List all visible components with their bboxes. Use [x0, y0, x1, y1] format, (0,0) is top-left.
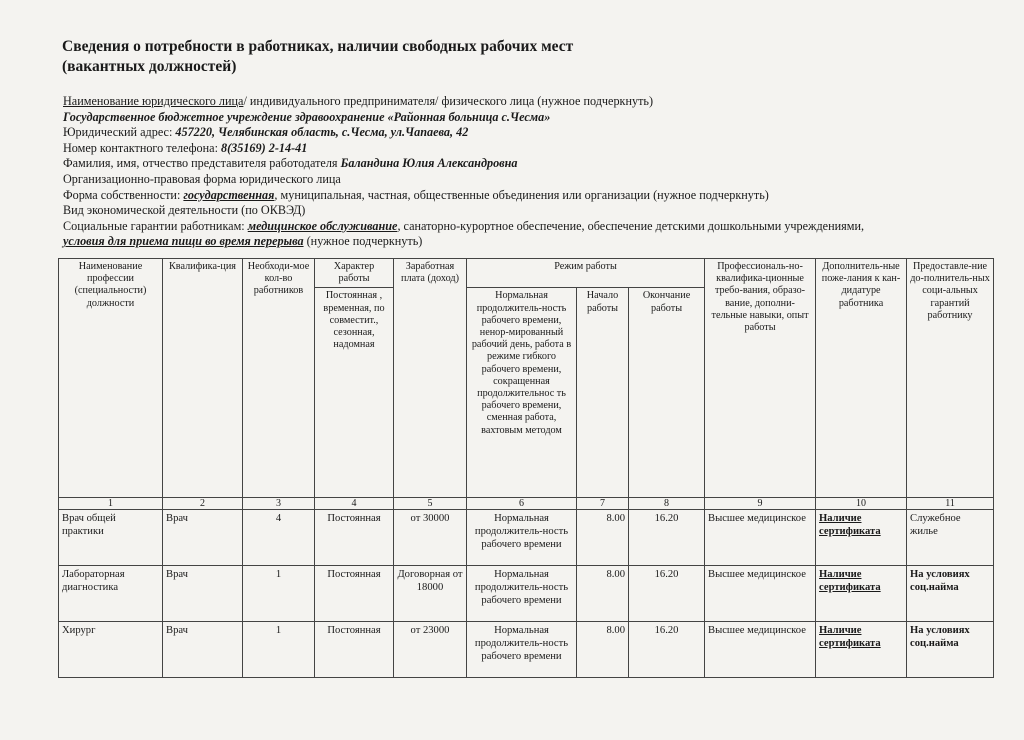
cell-requirements: Высшее медицинское: [705, 510, 816, 566]
cell-work-type: Постоянная: [315, 622, 394, 678]
header-guarantees: Предоставле-ние до-полнитель-ных соци-альных гарантий работнику: [907, 259, 994, 498]
cell-needed: 4: [243, 510, 315, 566]
phone-value: 8(35169) 2-14-41: [221, 140, 308, 155]
cell-guarantees: Служебное жилье: [907, 510, 994, 566]
ownership-line: [63, 188, 864, 204]
cell-salary: от 23000: [394, 622, 467, 678]
cell-profession: Хирург: [59, 622, 163, 678]
header-row: [59, 259, 994, 288]
column-numbers-row: [59, 498, 994, 510]
cell-guarantees: На условиях соц.найма: [907, 622, 994, 678]
header-wishes: Дополнитель-ные поже-лания к кан-дидатуре работника: [816, 259, 907, 498]
guarantees-line: [63, 219, 864, 235]
cell-regime: Нормальная продолжитель-ность рабочего времени: [467, 622, 577, 678]
cell-salary: от 30000: [394, 510, 467, 566]
ownership-rest: , муниципальная, частная, общественные объединения или организации (нужное подчеркнуть): [274, 187, 769, 202]
header-profession: Наименование профессии (специальности) должности: [59, 259, 163, 498]
header-requirements: Профессиональ-но-квалифика-ционные требо-вания, образо-вание, дополни-тельные навыки, опыт работы: [705, 259, 816, 498]
guarantees-line-2: [63, 234, 864, 250]
address-value: 457220, Челябинская область, с.Чесма, ул.Чапаева, 42: [175, 125, 469, 140]
col-number: 11: [907, 498, 994, 510]
cell-end: 16.20: [629, 566, 705, 622]
cell-start: 8.00: [577, 622, 629, 678]
cell-wishes: Наличие сертификата: [816, 566, 907, 622]
cell-guarantees: На условиях соц.найма: [907, 566, 994, 622]
col-number: 7: [577, 498, 629, 510]
cell-qualification: Врач: [163, 510, 243, 566]
col-number: 1: [59, 498, 163, 510]
address-line: [63, 125, 864, 141]
cell-wishes: Наличие сертификата: [816, 510, 907, 566]
guarantees-selected-2: условия для приема пищи во время перерыва: [63, 234, 304, 249]
cell-needed: 1: [243, 566, 315, 622]
cell-work-type: Постоянная: [315, 566, 394, 622]
col-number: 5: [394, 498, 467, 510]
header-needed: Необходи-мое кол-во работников: [243, 259, 315, 498]
title-line-2: (вакантных должностей): [62, 58, 237, 75]
header-end: Окончание работы: [629, 288, 705, 498]
guarantees-note: (нужное подчеркнуть): [306, 234, 423, 249]
cell-end: 16.20: [629, 510, 705, 566]
cell-regime: Нормальная продолжитель-ность рабочего времени: [467, 566, 577, 622]
entity-type-rest: / индивидуального предпринимателя/ физического лица (нужное подчеркнуть): [243, 94, 654, 108]
address-label: Юридический адрес:: [63, 125, 173, 140]
phone-line: [63, 141, 864, 157]
cell-start: 8.00: [577, 510, 629, 566]
col-number: 10: [816, 498, 907, 510]
col-number: 2: [163, 498, 243, 510]
entity-type-line: [63, 94, 864, 110]
cell-end: 16.20: [629, 622, 705, 678]
guarantees-label: Социальные гарантии работникам:: [63, 218, 245, 233]
header-start: Начало работы: [577, 288, 629, 498]
ownership-label: Форма собственности:: [63, 187, 181, 202]
cell-requirements: Высшее медицинское: [705, 622, 816, 678]
col-number: 3: [243, 498, 315, 510]
col-number: 6: [467, 498, 577, 510]
header-work-type: Характер работы: [315, 259, 394, 288]
header-work-type-options: Постоянная , временная, по совместит., сезонная, надомная: [315, 288, 394, 498]
cell-start: 8.00: [577, 566, 629, 622]
activity-line: Вид экономической деятельности (по ОКВЭД): [63, 203, 306, 218]
guarantees-rest: , санаторно-курортное обеспечение, обеспечение детскими дошкольными учреждениями,: [397, 218, 865, 233]
cell-qualification: Врач: [163, 622, 243, 678]
col-number: 4: [315, 498, 394, 510]
entity-type-selected: Наименование юридического лица: [63, 94, 244, 108]
guarantees-selected-1: медицинское обслуживание: [247, 218, 398, 233]
phone-label: Номер контактного телефона:: [63, 140, 218, 155]
table-row: [59, 566, 994, 622]
table-row: [59, 622, 994, 678]
ownership-selected: государственная: [183, 187, 275, 202]
vacancies-table: [58, 258, 994, 678]
rep-value: Баландина Юлия Александровна: [340, 156, 518, 171]
representative-line: [63, 156, 864, 172]
cell-profession: Врач общей практики: [59, 510, 163, 566]
col-number: 9: [705, 498, 816, 510]
legal-form: Организационно-правовая форма юридического лица: [63, 171, 341, 186]
employer-info: [63, 94, 864, 250]
cell-requirements: Высшее медицинское: [705, 566, 816, 622]
cell-salary: Договорная от 18000: [394, 566, 467, 622]
table-row: [59, 510, 994, 566]
cell-profession: Лабораторная диагностика: [59, 566, 163, 622]
cell-regime: Нормальная продолжитель-ность рабочего времени: [467, 510, 577, 566]
cell-qualification: Врач: [163, 566, 243, 622]
header-qualification: Квалифика-ция: [163, 259, 243, 498]
rep-label: Фамилия, имя, отчество представителя работодателя: [63, 156, 338, 171]
document-title: [62, 37, 573, 77]
col-number: 8: [629, 498, 705, 510]
header-regime: Режим работы: [467, 259, 705, 288]
header-regime-desc: Нормальная продолжитель-ность рабочего времени, ненор-мированный рабочий день, работа в режиме гибкого рабочего времени, сокращенная продолжительнос ть рабочего времени, сменная работа, вахтовым методом: [467, 288, 577, 498]
cell-work-type: Постоянная: [315, 510, 394, 566]
cell-wishes: Наличие сертификата: [816, 622, 907, 678]
cell-needed: 1: [243, 622, 315, 678]
org-name: Государственное бюджетное учреждение здравоохранение «Районная больница с.Чесма»: [63, 109, 551, 124]
header-salary: Заработная плата (доход): [394, 259, 467, 498]
title-line-1: Сведения о потребности в работниках, наличии свободных рабочих мест: [62, 38, 574, 55]
